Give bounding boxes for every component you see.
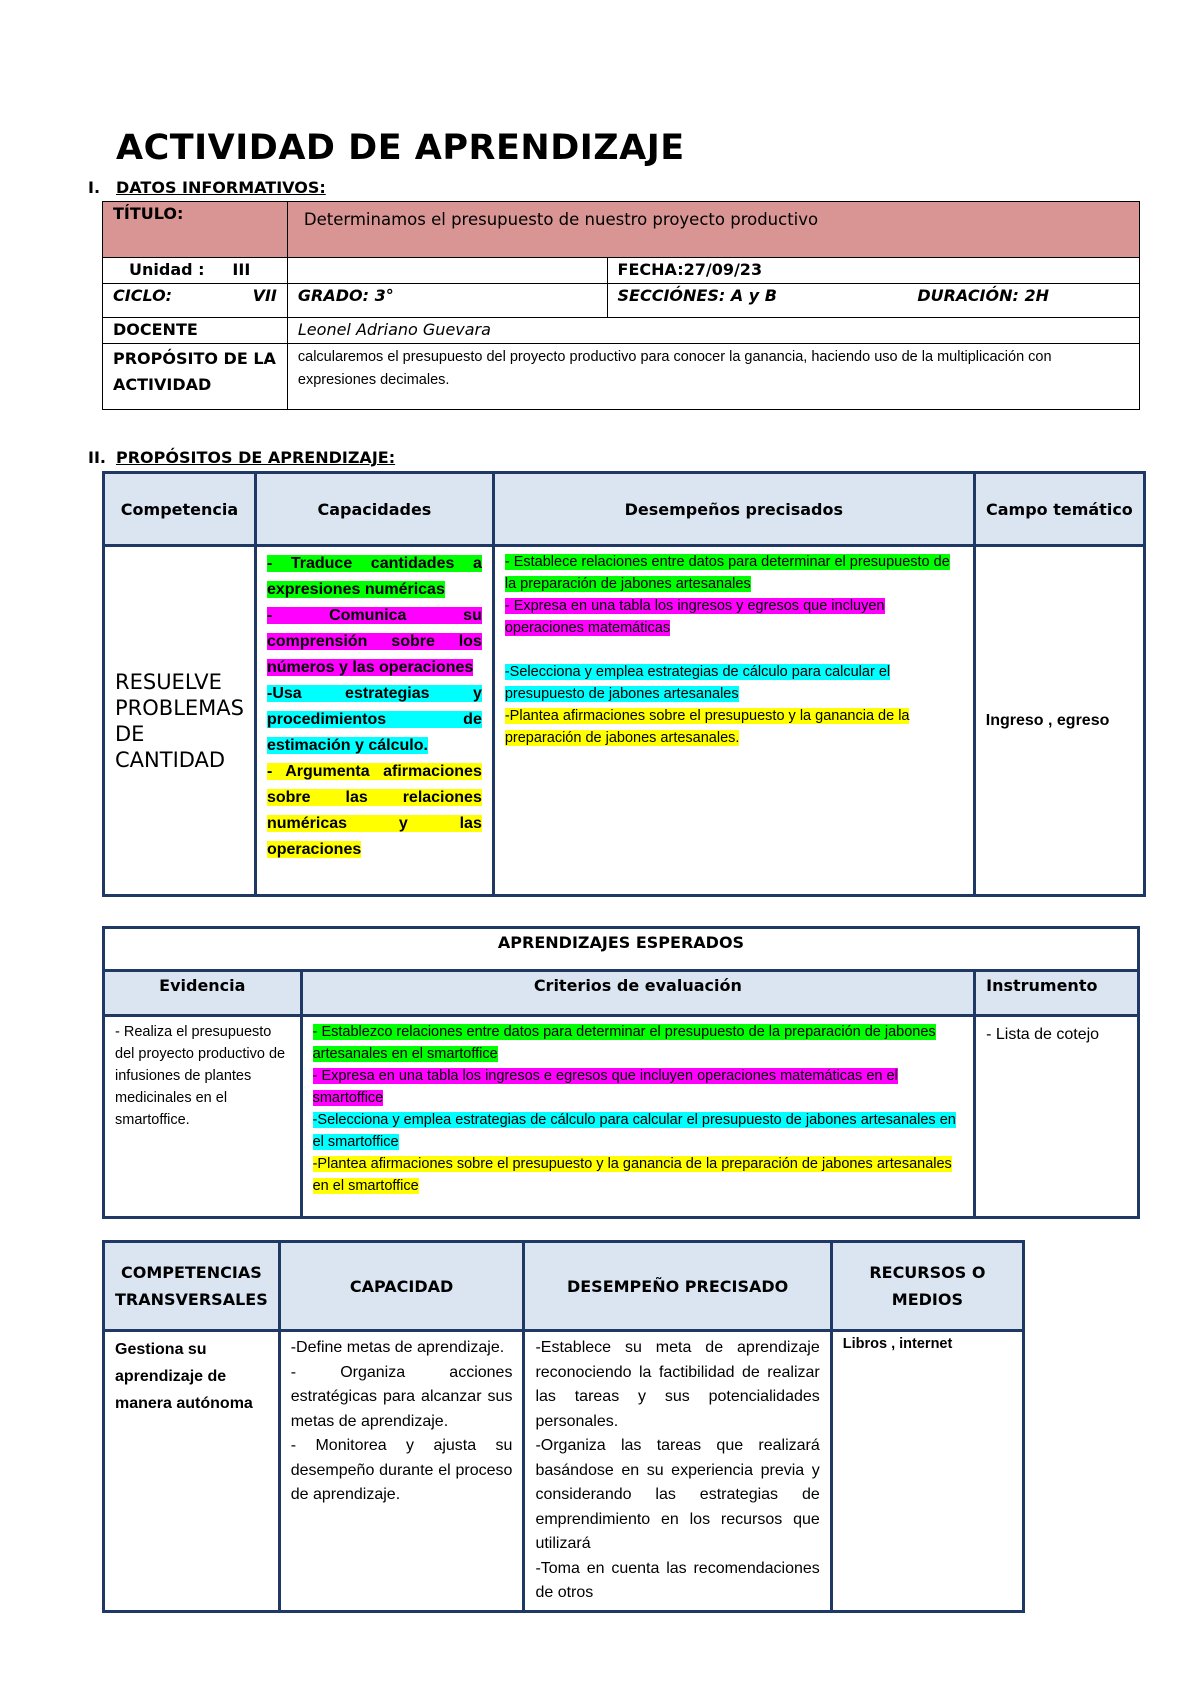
section-number: II.: [88, 448, 106, 467]
titulo-value: Determinamos el presupuesto de nuestro proyecto productivo: [287, 202, 1139, 258]
capacidades-cell: [255, 546, 493, 896]
header-recursos: RECURSOS O MEDIOS: [831, 1242, 1023, 1331]
ciclo-value: VII: [252, 286, 277, 305]
fecha: FECHA:27/09/23: [607, 258, 1139, 284]
aprendizajes-title: APRENDIZAJES ESPERADOS: [104, 928, 1139, 971]
header-instrumento: Instrumento: [975, 971, 1139, 1016]
docente-value: Leonel Adriano Guevara: [287, 318, 1139, 344]
header-campo: Campo temático: [974, 473, 1144, 546]
header-desempenos: Desempeños precisados: [493, 473, 974, 546]
criterio-item: - Expresa en una tabla los ingresos e egresos que incluyen operaciones matemáticas en el smartoffice: [312, 1068, 898, 1106]
grado: GRADO: 3°: [287, 284, 607, 318]
titulo-label: TÍTULO:: [103, 202, 288, 258]
desempeno-item: -Establece su meta de aprendizaje reconociendo la factibilidad de realizar las tareas y sus potencialidades personales.: [535, 1339, 820, 1430]
header-desempeno: DESEMPEÑO PRECISADO: [524, 1242, 831, 1331]
criterio-item: -Selecciona y emplea estrategias de cálculo para calcular el presupuesto de jabones artesanales en el smartoffice: [312, 1112, 956, 1150]
capacidad-item: -Define metas de aprendizaje.: [290, 1339, 505, 1356]
aprendizajes-table: [102, 926, 1140, 1219]
datos-informativos-table: [102, 201, 1140, 410]
capacidad-item: - Traduce cantidades a expresiones numéricas: [266, 555, 482, 598]
criterios-cell: [301, 1016, 975, 1218]
capacidad-item: - Comunica su comprensión sobre los números y las operaciones: [266, 607, 482, 676]
section-heading-propositos: [88, 448, 395, 467]
section-heading-datos: [88, 178, 326, 197]
ciclo-cell: [103, 284, 288, 318]
capacidad-item: - Monitorea y ajusta su desempeño durante el proceso de aprendizaje.: [290, 1437, 513, 1503]
empty-cell: [287, 258, 607, 284]
instrumento-value: - Lista de cotejo: [975, 1016, 1139, 1218]
header-criterios: Criterios de evaluación: [301, 971, 975, 1016]
transversal-desempeno-cell: [524, 1331, 831, 1612]
header-competencia: Competencia: [104, 473, 256, 546]
ciclo-label: CICLO:: [113, 286, 173, 305]
transversal-capacidad-cell: [279, 1331, 524, 1612]
proposito-value: calcularemos el presupuesto del proyecto productivo para conocer la ganancia, haciendo uso de la multiplicación con expresiones decimales.: [287, 344, 1139, 410]
unidad-label: Unidad :: [129, 260, 205, 279]
transversal-recursos: Libros , internet: [831, 1331, 1023, 1612]
page-title: ACTIVIDAD DE APRENDIZAJE: [116, 128, 685, 168]
transversales-table: [102, 1240, 1025, 1613]
secciones: SECCIÓNES: A y B: [617, 286, 777, 305]
unidad-cell: [103, 258, 288, 284]
capacidad-item: - Argumenta afirmaciones sobre las relaciones numéricas y las operaciones: [266, 763, 482, 858]
section-label: PROPÓSITOS DE APRENDIZAJE:: [116, 448, 396, 467]
desempeno-item: -Selecciona y emplea estrategias de cálculo para calcular el presupuesto de jabones artesanales: [504, 664, 891, 702]
criterio-item: - Establezco relaciones entre datos para determinar el presupuesto de la preparación de jabones artesanales en el smartoffice: [312, 1024, 936, 1062]
desempeno-item: -Toma en cuenta las recomendaciones de otros: [535, 1559, 820, 1601]
section-number: I.: [88, 178, 101, 197]
header-capacidades: Capacidades: [255, 473, 493, 546]
header-evidencia: Evidencia: [104, 971, 302, 1016]
criterio-item: -Plantea afirmaciones sobre el presupuesto y la ganancia de la preparación de jabones artesanales en el smartoffice: [312, 1156, 952, 1194]
header-capacidad: CAPACIDAD: [279, 1242, 524, 1331]
propositos-table: [102, 471, 1146, 897]
capacidad-item: -Usa estrategias y procedimientos de estimación y cálculo.: [266, 685, 482, 754]
desempeno-item: - Establece relaciones entre datos para determinar el presupuesto de la preparación de jabones artesanales: [504, 554, 950, 592]
desempeno-item: -Organiza las tareas que realizará basándose en su experiencia previa y considerando las estrategias de emprendimiento en los recursos que utilizará: [535, 1437, 820, 1552]
duracion: DURACIÓN: 2H: [917, 286, 1049, 305]
header-competencias-transversales: COMPETENCIAS TRANSVERSALES: [104, 1242, 280, 1331]
evidencia-value: - Realiza el presupuesto del proyecto productivo de infusiones de plantes medicinales en el smartoffice.: [104, 1016, 302, 1218]
desempeno-item: -Plantea afirmaciones sobre el presupuesto y la ganancia de la preparación de jabones artesanales.: [504, 708, 910, 746]
desempeno-item: - Expresa en una tabla los ingresos y egresos que incluyen operaciones matemáticas: [504, 598, 885, 636]
transversal-competencia: Gestiona su aprendizaje de manera autónoma: [104, 1331, 280, 1612]
docente-label: DOCENTE: [103, 318, 288, 344]
capacidad-item: - Organiza acciones estratégicas para alcanzar sus metas de aprendizaje.: [290, 1363, 513, 1430]
competencia-value: RESUELVE PROBLEMAS DE CANTIDAD: [104, 546, 256, 896]
section-label: DATOS INFORMATIVOS:: [116, 178, 326, 197]
unidad-value: III: [232, 260, 251, 279]
proposito-label: PROPÓSITO DE LA ACTIVIDAD: [103, 344, 288, 410]
secciones-cell: [607, 284, 1139, 318]
desempenos-cell: [493, 546, 974, 896]
campo-value: Ingreso , egreso: [974, 546, 1144, 896]
